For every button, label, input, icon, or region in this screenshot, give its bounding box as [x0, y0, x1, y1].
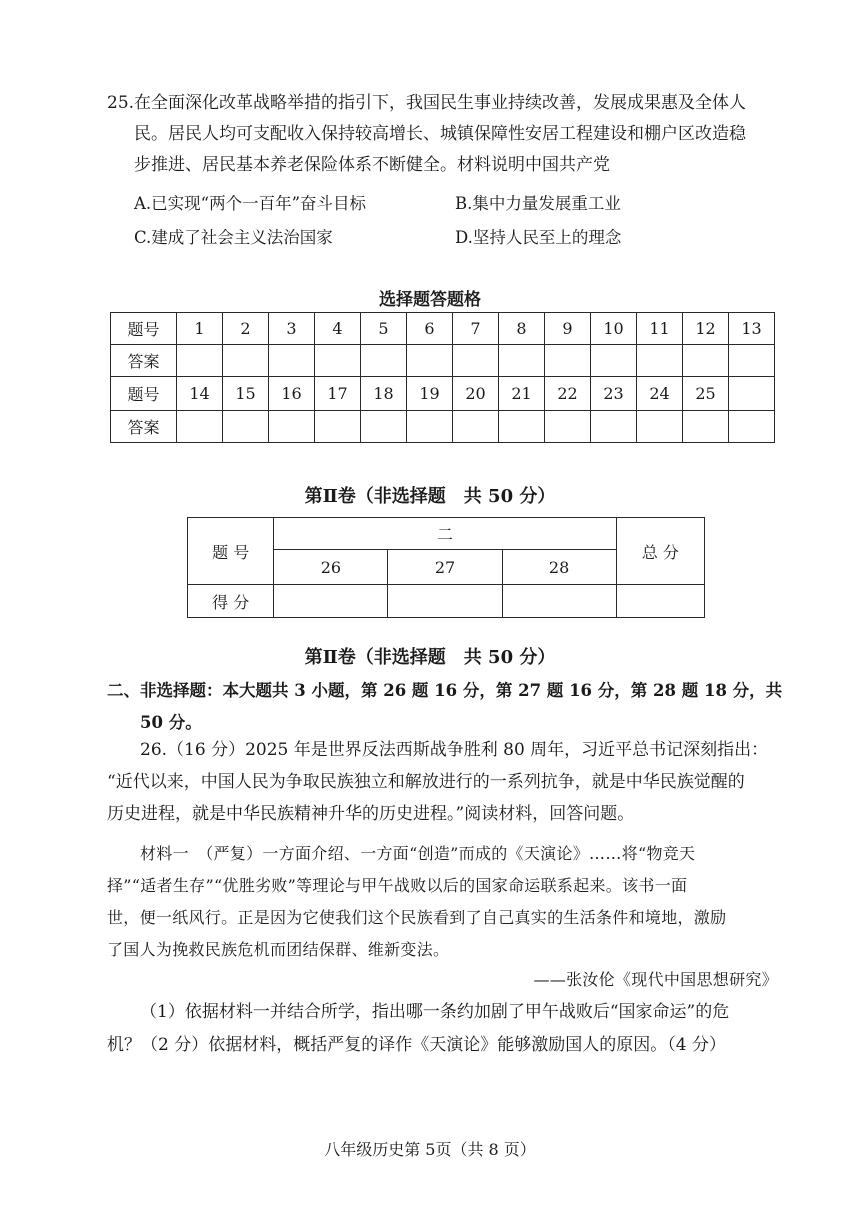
score-question-header: 题 号 [188, 518, 274, 585]
answer-grid-title: 选择题答题格 [379, 290, 481, 310]
grid-number-cell: 3 [269, 313, 315, 345]
answer-cell[interactable] [545, 411, 591, 443]
grid-number-cell: 4 [315, 313, 361, 345]
answer-cell[interactable] [361, 345, 407, 377]
grid-number-cell: 12 [683, 313, 729, 345]
material1-line3: 世，便一纸风行。正是因为它使我们这个民族看到了自己真实的生活条件和境地，激励 [107, 908, 727, 927]
grid-number-cell: 24 [637, 377, 683, 411]
answer-cell[interactable] [683, 345, 729, 377]
grid-number-cell: 16 [269, 377, 315, 411]
grid-number-cell: 21 [499, 377, 545, 411]
q25-option-b: B.集中力量发展重工业 [455, 194, 621, 213]
q25-line3: 步推进、居民基本养老保险体系不断健全。材料说明中国共产党 [134, 155, 610, 175]
score-table [187, 517, 705, 618]
grid-number-cell: 18 [361, 377, 407, 411]
answer-cell[interactable] [177, 345, 223, 377]
answer-cell[interactable] [269, 411, 315, 443]
part2-title: 第Ⅱ卷（非选择题 共 50 分） [304, 486, 556, 507]
grid-number-cell: 25 [683, 377, 729, 411]
score-section-header: 二 [274, 518, 616, 550]
score-cell-26[interactable] [274, 585, 388, 618]
grid-header-cell: 题号 [111, 377, 177, 411]
answer-cell[interactable] [453, 345, 499, 377]
q25-line2: 民。居民人均可支配收入保持较高增长、城镇保障性安居工程建设和棚户区改造稳 [134, 124, 746, 144]
answer-cell[interactable] [637, 345, 683, 377]
answer-cell[interactable] [729, 411, 775, 443]
grid-number-cell: 5 [361, 313, 407, 345]
grid-number-cell: 22 [545, 377, 591, 411]
answer-grid-row-answers-2 [111, 411, 775, 443]
grid-number-cell: 7 [453, 313, 499, 345]
material1-line2: 择”“适者生存”“优胜劣败”等理论与甲午战败以后的国家命运联系起来。该书一面 [107, 876, 688, 895]
grid-number-cell: 14 [177, 377, 223, 411]
answer-cell[interactable] [223, 345, 269, 377]
grid-number-cell: 8 [499, 313, 545, 345]
score-row-label: 得 分 [188, 585, 274, 618]
answer-cell[interactable] [591, 411, 637, 443]
answer-cell[interactable] [315, 345, 361, 377]
answer-cell[interactable] [591, 345, 637, 377]
material1-line4: 了国人为挽救民族危机而团结保群、维新变法。 [107, 940, 450, 959]
grid-number-cell: 23 [591, 377, 637, 411]
score-total-header: 总 分 [616, 518, 704, 585]
material1-source: ——张汝伦《现代中国思想研究》 [533, 970, 778, 989]
score-q26-header: 26 [274, 550, 388, 585]
grid-number-cell: 20 [453, 377, 499, 411]
grid-number-cell: 9 [545, 313, 591, 345]
part2-title-repeat: 第Ⅱ卷（非选择题 共 50 分） [304, 647, 556, 668]
answer-cell[interactable] [361, 411, 407, 443]
q25-option-a: A.已实现“两个一百年”奋斗目标 [134, 194, 367, 213]
answer-cell[interactable] [637, 411, 683, 443]
material1-line1: 材料一 （严复）一方面介绍、一方面“创造”而成的《天演论》……将“物竞天 [140, 844, 696, 863]
q26-sub1-line1: （1）依据材料一并结合所学，指出哪一条约加剧了甲午战败后“国家命运”的危 [140, 1002, 730, 1022]
grid-number-cell: 2 [223, 313, 269, 345]
q25-line1: 25.在全面深化改革战略举措的指引下，我国民生事业持续改善，发展成果惠及全体人 [107, 93, 747, 113]
answer-grid-row-answers-1 [111, 345, 775, 377]
answer-cell[interactable] [223, 411, 269, 443]
grid-number-cell: 6 [407, 313, 453, 345]
grid-number-cell: 1 [177, 313, 223, 345]
answer-cell[interactable] [683, 411, 729, 443]
answer-grid-row-numbers-2 [111, 377, 775, 411]
grid-number-cell: 17 [315, 377, 361, 411]
score-cell-27[interactable] [388, 585, 502, 618]
grid-number-cell: 19 [407, 377, 453, 411]
answer-grid-row-numbers-1 [111, 313, 775, 345]
grid-number-cell: 11 [637, 313, 683, 345]
answer-cell[interactable] [407, 345, 453, 377]
grid-header-cell: 答案 [111, 411, 177, 443]
score-q28-header: 28 [502, 550, 616, 585]
score-cell-total[interactable] [616, 585, 704, 618]
grid-number-cell: 13 [729, 313, 775, 345]
answer-cell[interactable] [315, 411, 361, 443]
answer-cell[interactable] [545, 345, 591, 377]
answer-cell[interactable] [453, 411, 499, 443]
q26-line1: 26.（16 分）2025 年是世界反法西斯战争胜利 80 周年，习近平总书记深刻指出： [140, 740, 769, 760]
grid-number-cell: 10 [591, 313, 637, 345]
q26-line3: 历史进程，就是中华民族精神升华的历史进程。”阅读材料，回答问题。 [107, 804, 635, 824]
answer-grid [110, 312, 775, 443]
section2-heading-line1: 二、非选择题：本大题共 3 小题，第 26 题 16 分，第 27 题 16 分，第 28 题 18 分，共 [107, 681, 783, 700]
grid-number-cell: 15 [223, 377, 269, 411]
grid-number-cell [729, 377, 775, 411]
page-footer: 八年级历史第 5页（共 8 页） [324, 1140, 536, 1159]
q25-option-c: C.建成了社会主义法治国家 [134, 228, 333, 247]
answer-cell[interactable] [499, 411, 545, 443]
section2-heading-line2: 50 分。 [140, 713, 202, 732]
answer-cell[interactable] [729, 345, 775, 377]
answer-cell[interactable] [177, 411, 223, 443]
q26-sub1-line2: 机？（2 分）依据材料，概括严复的译作《天演论》能够激励国人的原因。（4 分） [107, 1035, 726, 1055]
grid-header-cell: 答案 [111, 345, 177, 377]
answer-cell[interactable] [499, 345, 545, 377]
q25-option-d: D.坚持人民至上的理念 [455, 228, 622, 247]
grid-header-cell: 题号 [111, 313, 177, 345]
answer-cell[interactable] [269, 345, 315, 377]
answer-cell[interactable] [407, 411, 453, 443]
q26-line2: “近代以来，中国人民为争取民族独立和解放进行的一系列抗争，就是中华民族觉醒的 [107, 772, 745, 792]
score-cell-28[interactable] [502, 585, 616, 618]
score-q27-header: 27 [388, 550, 502, 585]
